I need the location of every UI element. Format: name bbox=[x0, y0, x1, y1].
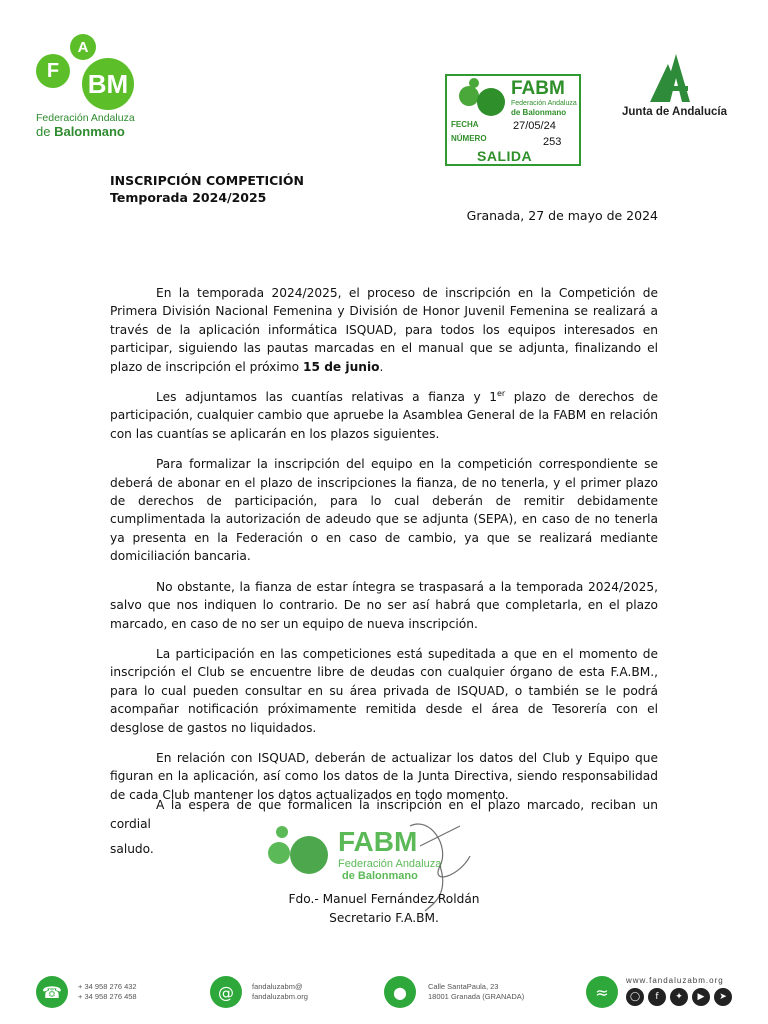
document-heading bbox=[110, 172, 304, 206]
closing-text: A la espera de que formalicen la inscripción en el plazo marcado, reciban un cordial bbox=[110, 798, 658, 831]
paragraph-1 bbox=[110, 284, 658, 376]
stamp-sub1: Federación Andaluza bbox=[511, 100, 577, 107]
footer-email bbox=[252, 982, 308, 1002]
footer-address2: 18001 Granada (GRANADA) bbox=[428, 992, 525, 1001]
heading-title: INSCRIPCIÓN COMPETICIÓN bbox=[110, 173, 305, 188]
fabm-logo bbox=[36, 34, 146, 140]
paragraph-4: No obstante, la fianza de estar íntegra se traspasará a la temporada 2024/2025, salvo que nos indiquen lo contrario. De no ser así habrá que completarla, en el plazo marcado, en caso de no ser un equipo de nueva inscripción. bbox=[110, 579, 658, 631]
junta-emblem-icon bbox=[618, 52, 736, 104]
footer-email2: fandaluzabm.org bbox=[252, 992, 308, 1001]
email-icon: @ bbox=[210, 976, 242, 1008]
youtube-icon[interactable]: ▶ bbox=[692, 988, 710, 1006]
stamp-dot bbox=[459, 86, 479, 106]
location-pin-icon: ● bbox=[384, 976, 416, 1008]
paragraph-3: Para formalizar la inscripción del equipo en la competición correspondiente se deberá de abonar en el plazo de inscripciones la fianza, de no tenerla, y el primer plazo de derechos de participación, para lo cual deberán de remitir debidamente cumplimentada la autorización de adeudo que se adjunta (SEPA), en caso de no tenerla ya presenta en la Federación o en caso de cambio, ya que se realizará mediante domiciliación bancaria. bbox=[110, 457, 658, 564]
phone-icon: ☎ bbox=[36, 976, 68, 1008]
footer-phone1: + 34 958 276 432 bbox=[78, 982, 137, 991]
closing bbox=[110, 796, 658, 834]
footer-web: www.fandaluzabm.org bbox=[626, 976, 724, 985]
logo-line2 bbox=[36, 124, 125, 139]
sig-stamp-sub2: de Balonmano bbox=[342, 870, 418, 882]
facebook-icon[interactable]: f bbox=[648, 988, 666, 1006]
footer-phones bbox=[78, 982, 137, 1002]
footer-phone2: + 34 958 276 458 bbox=[78, 992, 137, 1001]
paragraph-5: La participación en las competiciones está supeditada a que en el momento de inscripción el Club se encuentre libre de deudas con cualquier órgano de esta F.A.BM., para lo cual pueden consultar en su área privada de ISQUAD, o también se le podrá acompañar notificación próximamente remitida desde el área de Tesorería con el desglose de gastos no liquidados. bbox=[110, 646, 658, 735]
junta-andalucia-logo bbox=[618, 52, 736, 122]
logo-line2-bold: Balonmano bbox=[54, 124, 125, 139]
twitter-icon[interactable]: ✦ bbox=[670, 988, 688, 1006]
signer bbox=[200, 890, 568, 928]
stamp-number: 253 bbox=[543, 136, 562, 148]
footer-address1: Calle SantaPaula, 23 bbox=[428, 982, 499, 991]
sig-stamp-dot bbox=[268, 842, 290, 864]
p1-deadline: 15 de junio bbox=[302, 359, 380, 374]
date-line: Granada, 27 de mayo de 2024 bbox=[466, 208, 658, 223]
sig-stamp-dot bbox=[290, 836, 328, 874]
letter-body bbox=[110, 284, 658, 816]
stamp-date: 27/05/24 bbox=[513, 120, 556, 132]
logo-line2-prefix: de bbox=[36, 124, 55, 139]
stamp-sub2: de Balonmano bbox=[511, 108, 567, 117]
heading-season: Temporada 2024/2025 bbox=[110, 190, 267, 205]
p2-sup: er bbox=[496, 388, 506, 398]
p1-text: En la temporada 2024/2025, el proceso de inscripción en la Competición de Primera División Nacional Femenina y División de Honor Juvenil Femenina se realizará a través de la aplicación informática ISQUAD, para todos los equipos interesados en participar, siguiendo las pautas marcadas en el manual que se adjunta, finalizando el plazo de inscripción el próximo bbox=[110, 286, 658, 374]
footer bbox=[36, 974, 744, 1010]
signer-role: Secretario F.A.BM. bbox=[329, 911, 439, 925]
sig-stamp-brand: FABM bbox=[338, 826, 418, 857]
p1-end: . bbox=[379, 359, 384, 374]
paragraph-6: En relación con ISQUAD, deberán de actualizar los datos del Club y Equipo que figuran en la aplicación, así como los datos de la Junta Directiva, siendo responsabilidad de cada Club mantener los datos actualizados en todo momento. bbox=[110, 750, 658, 802]
sig-stamp-sub1: Federación Andaluza bbox=[338, 858, 442, 870]
paragraph-2 bbox=[110, 388, 658, 443]
wifi-signal-icon: ≈ bbox=[586, 976, 618, 1008]
stamp-type: SALIDA bbox=[477, 148, 533, 164]
logo-a-circle: A bbox=[70, 34, 96, 60]
p2-text-a: Les adjuntamos las cuantías relativas a fianza y 1 bbox=[156, 390, 497, 405]
stamp-brand: FABM bbox=[511, 78, 565, 99]
closing-saludo: saludo. bbox=[110, 842, 154, 856]
registration-stamp bbox=[445, 74, 581, 166]
signer-name: Fdo.- Manuel Fernández Roldán bbox=[288, 892, 480, 906]
telegram-icon[interactable]: ➤ bbox=[714, 988, 732, 1006]
footer-email1: fandaluzabm@ bbox=[252, 982, 303, 991]
p2-text-b: plazo de derechos de participación, cualquier cambio que apruebe la Asamblea General de la FABM en relación con las cuantías se aplicarán en los plazos siguientes. bbox=[110, 390, 658, 441]
logo-f-circle: F bbox=[36, 54, 70, 88]
stamp-dot bbox=[477, 88, 505, 116]
junta-name: Junta de Andalucía bbox=[622, 106, 728, 118]
footer-address bbox=[428, 982, 524, 1002]
stamp-label-fecha: FECHA bbox=[451, 120, 479, 129]
instagram-icon[interactable]: ◯ bbox=[626, 988, 644, 1006]
logo-line1: Federación Andaluza bbox=[36, 112, 135, 124]
stamp-label-numero: NÚMERO bbox=[451, 134, 487, 143]
logo-bm-circle: BM bbox=[82, 58, 134, 110]
